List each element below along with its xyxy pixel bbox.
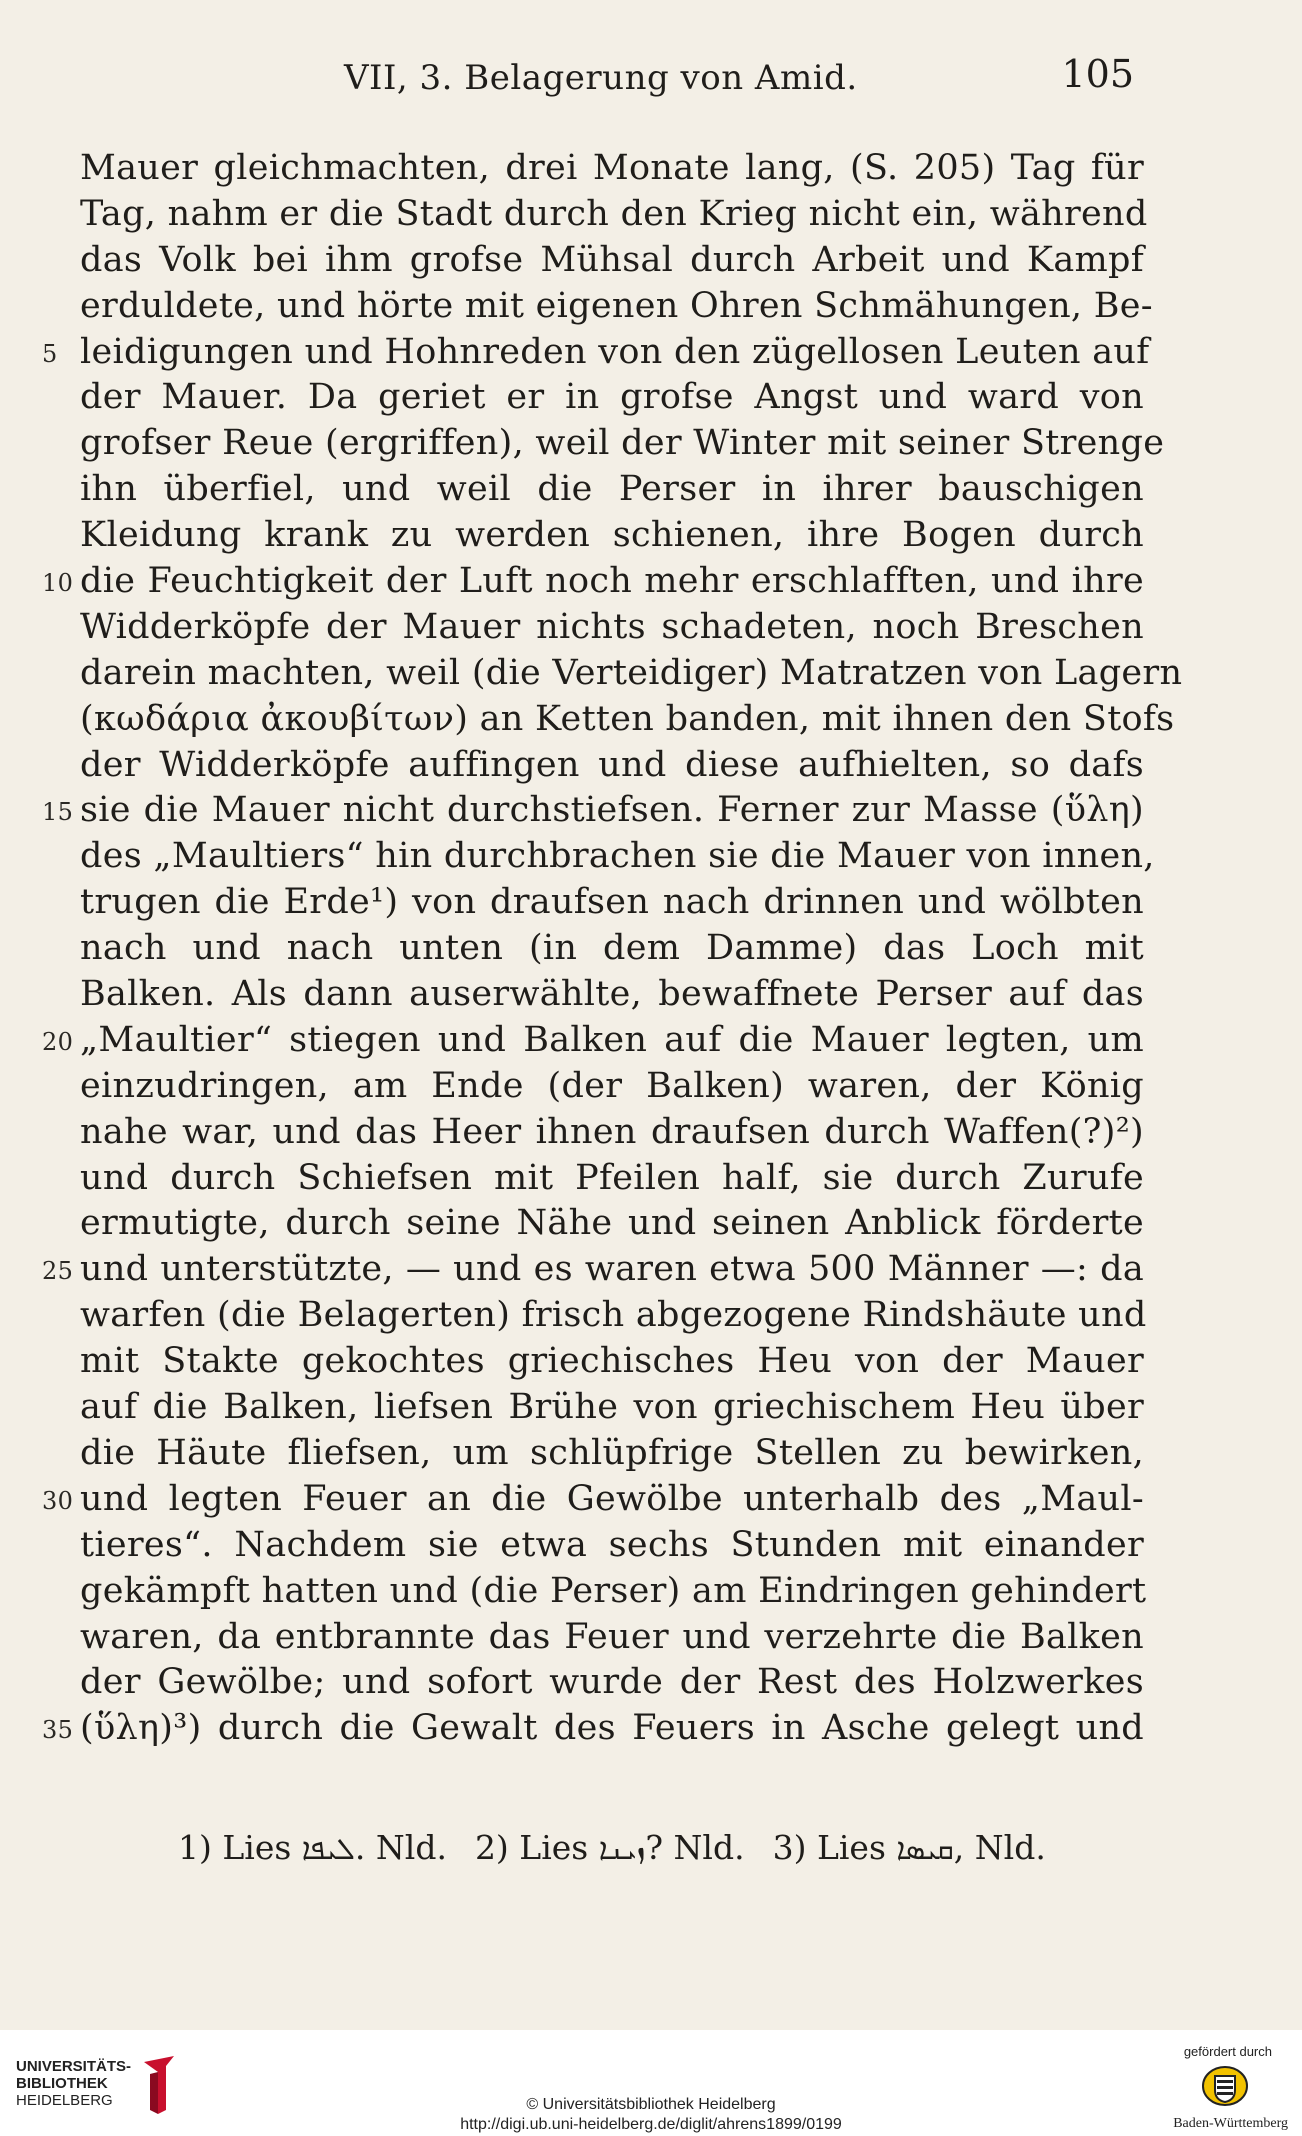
line-text: ermutigte, durch seine Nähe und seinen Anblick förderte — [80, 1203, 1144, 1244]
line-text: die Häute fliefsen, um schlüpfrige Stellen zu bewirken, — [80, 1432, 1144, 1473]
line-text: „Maultier“ stiegen und Balken auf die Mauer legten, um — [80, 1019, 1144, 1060]
text-line — [80, 1523, 1144, 1569]
text-line — [42, 1018, 1144, 1064]
line-text: (ὕλη)³) durch die Gewalt des Feuers in Asche gelegt und — [80, 1708, 1144, 1749]
text-line — [42, 1477, 1144, 1523]
text-line — [80, 1431, 1144, 1477]
line-text: ihn überfiel, und weil die Perser in ihrer bauschigen — [80, 469, 1144, 510]
line-text: warfen (die Belagerten) frisch abgezogene Rindshäute und — [80, 1295, 1147, 1336]
line-text: Balken. Als dann auserwählte, bewaffnete Perser auf das — [80, 974, 1144, 1015]
syriac-word: ܩܝܣܐ — [896, 1832, 954, 1867]
library-name-line2: BIBLIOTHEK — [16, 2075, 108, 2092]
text-line — [80, 467, 1144, 513]
line-text: darein machten, weil (die Verteidiger) Matratzen von Lagern — [80, 652, 1183, 693]
line-number: 30 — [42, 1486, 74, 1515]
text-line — [80, 1660, 1144, 1706]
line-text: leidigungen und Hohnreden von den zügellosen Leuten auf — [80, 331, 1150, 372]
text-line — [80, 1156, 1144, 1202]
line-text: und legten Feuer an die Gewölbe unterhalb des „Maul- — [80, 1478, 1144, 1519]
line-number: 15 — [42, 798, 74, 827]
line-text: nahe war, und das Heer ihnen draufsen durch Waffen(?)²) — [80, 1111, 1144, 1152]
line-text: das Volk bei ihm grofse Mühsal durch Arbeit und Kampf — [80, 239, 1144, 280]
footnote-label: 1) Lies — [178, 1828, 292, 1867]
text-line — [80, 605, 1144, 651]
footnote — [475, 1828, 745, 1867]
text-line — [80, 834, 1155, 880]
line-text: Widderköpfe der Mauer nichts schadeten, noch Breschen — [80, 606, 1144, 647]
text-line — [80, 880, 1144, 926]
line-text: einzudringen, am Ende (der Balken) waren, der König — [80, 1065, 1144, 1106]
library-footer — [0, 2030, 1302, 2136]
footnote — [178, 1828, 447, 1867]
line-text: auf die Balken, liefsen Brühe von griechischem Heu über — [80, 1387, 1144, 1428]
permalink-url[interactable]: http://digi.ub.uni-heidelberg.de/diglit/ahrens1899/0199 — [460, 2116, 842, 2133]
funding-name: Baden-Württemberg — [1173, 2116, 1288, 2131]
text-line — [80, 1110, 1144, 1156]
coat-of-arms-icon — [1200, 2064, 1250, 2108]
line-number: 20 — [42, 1027, 74, 1056]
text-line — [80, 1339, 1144, 1385]
footnotes — [178, 1828, 1168, 1867]
line-number: 5 — [42, 339, 58, 368]
footnote-suffix: , Nld. — [953, 1828, 1046, 1867]
text-line — [80, 743, 1144, 789]
text-line — [80, 146, 1144, 192]
line-text: nach und nach unten (in dem Damme) das Loch mit — [80, 928, 1144, 969]
syriac-word: ܙܝܢܐ — [598, 1832, 646, 1867]
line-text: und unterstützte, — und es waren etwa 500 Männer —: da — [80, 1249, 1144, 1290]
funding-label: gefördert durch — [1183, 2044, 1272, 2059]
footnote-suffix: . Nld. — [354, 1828, 447, 1867]
text-line — [80, 1293, 1147, 1339]
text-line — [80, 1385, 1144, 1431]
footnote-suffix: ? Nld. — [645, 1828, 745, 1867]
line-text: (κωδάρια ἀκουβίτων) an Ketten banden, mit ihnen den Stofs — [80, 698, 1175, 739]
text-line — [80, 926, 1144, 972]
line-text: mit Stakte gekochtes griechisches Heu von der Mauer — [80, 1341, 1144, 1382]
line-text: trugen die Erde¹) von draufsen nach drinnen und wölbten — [80, 882, 1144, 923]
text-line — [42, 1706, 1144, 1752]
text-line — [80, 421, 1165, 467]
text-line — [80, 651, 1183, 697]
text-line — [42, 788, 1144, 834]
line-text: der Gewölbe; und sofort wurde der Rest des Holzwerkes — [80, 1662, 1144, 1703]
text-line — [80, 1615, 1144, 1661]
running-title: VII, 3. Belagerung von Amid. — [344, 58, 858, 98]
copyright-notice: © Universitätsbibliothek Heidelberg — [526, 2096, 776, 2113]
text-line — [80, 972, 1144, 1018]
library-name-line3: HEIDELBERG — [16, 2092, 113, 2109]
line-text: der Mauer. Da geriet er in grofse Angst und ward von — [80, 377, 1144, 418]
line-number: 25 — [42, 1257, 74, 1286]
line-text: und durch Schiefsen mit Pfeilen half, sie durch Zurufe — [80, 1157, 1144, 1198]
line-text: gekämpft hatten und (die Perser) am Eindringen gehindert — [80, 1570, 1147, 1611]
footnote-label: 3) Lies — [772, 1828, 886, 1867]
page-number: 105 — [1061, 52, 1134, 96]
text-line — [80, 1201, 1144, 1247]
footnote — [773, 1828, 1046, 1867]
line-text: grofser Reue (ergriffen), weil der Winter mit seiner Strenge — [80, 423, 1165, 464]
line-text: die Feuchtigkeit der Luft noch mehr erschlafften, und ihre — [80, 561, 1144, 602]
line-text: erduldete, und hörte mit eigenen Ohren Schmähungen, Be- — [80, 285, 1153, 326]
line-text: waren, da entbrannte das Feuer und verzehrte die Balken — [80, 1616, 1144, 1657]
text-line — [80, 375, 1144, 421]
text-line — [80, 238, 1144, 284]
line-text: der Widderköpfe auffingen und diese aufhielten, so dafs — [80, 744, 1144, 785]
text-line — [80, 513, 1144, 559]
line-text: Kleidung krank zu werden schienen, ihre Bogen durch — [80, 515, 1144, 556]
text-line — [80, 284, 1153, 330]
text-line — [80, 1064, 1144, 1110]
line-number: 35 — [42, 1716, 74, 1745]
text-line — [80, 697, 1175, 743]
text-line — [80, 1569, 1147, 1615]
text-line — [80, 192, 1148, 238]
footnote-label: 2) Lies — [474, 1828, 589, 1867]
line-text: Mauer gleichmachten, drei Monate lang, (S. 205) Tag für — [80, 148, 1144, 188]
syriac-word: ܠܝܦܐ — [301, 1832, 355, 1867]
line-text: des „Maultiers“ hin durchbrachen sie die Mauer von innen, — [80, 836, 1155, 877]
line-text: sie die Mauer nicht durchstiefsen. Ferner zur Masse (ὕλη) — [80, 790, 1144, 831]
line-text: tieres“. Nachdem sie etwa sechs Stunden mit einander — [80, 1524, 1144, 1565]
line-number: 10 — [42, 569, 74, 598]
text-line — [42, 559, 1144, 605]
text-line — [42, 1247, 1144, 1293]
library-name-line1: UNIVERSITÄTS- — [16, 2058, 132, 2075]
line-text: Tag, nahm er die Stadt durch den Krieg nicht ein, während — [80, 193, 1148, 234]
text-line — [42, 330, 1150, 376]
running-header — [330, 52, 1150, 102]
body-text — [42, 146, 1183, 1752]
